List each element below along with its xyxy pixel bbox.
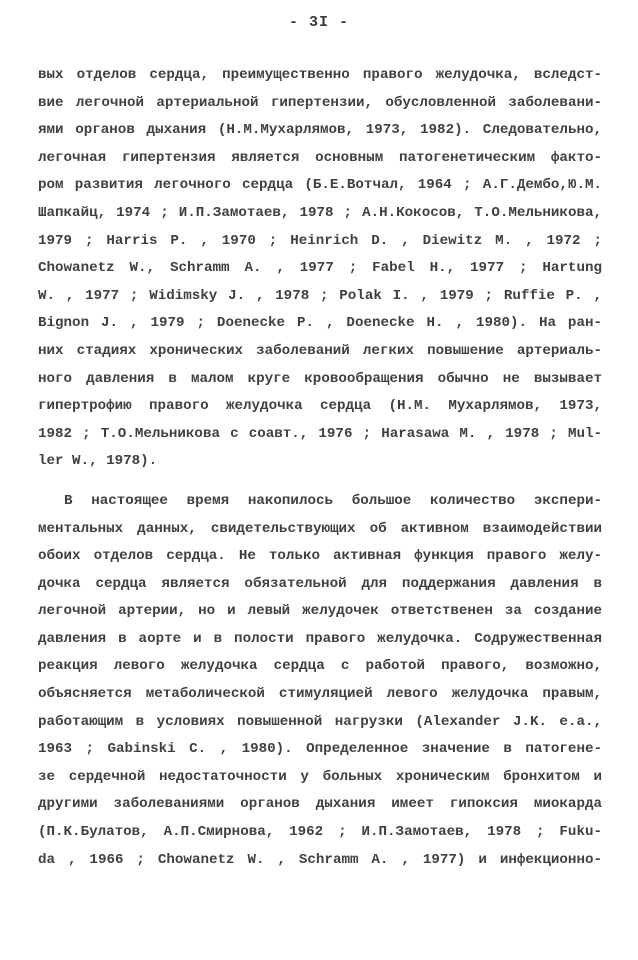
- text-line: ler W., 1978).: [38, 453, 158, 470]
- paragraph: [38, 488, 602, 874]
- text-line: дочка сердца является обязательной для поддержания давления в: [38, 575, 602, 592]
- page-number: - 3I -: [288, 14, 349, 31]
- text-line: ного давления в малом круге кровообращения обычно не вызывает: [38, 370, 602, 387]
- text-line: легочной артерии, но и левый желудочек ответственен за создание: [38, 603, 602, 620]
- text-line: ментальных данных, свидетельствующих об активном взаимодействии: [38, 520, 602, 537]
- text-line: Шапкайц, 1974 ; И.П.Замотаев, 1978 ; А.Н.Кокосов, Т.О.Мельникова,: [38, 204, 602, 221]
- text-line: 1982 ; Т.О.Мельникова с соавт., 1976 ; Harasawa M. , 1978 ; Mul-: [38, 425, 602, 442]
- text-line: давления в аорте и в полости правого желудочка. Содружественная: [38, 630, 602, 647]
- text-line: 1979 ; Harris P. , 1970 ; Heinrich D. , Diewitz M. , 1972 ;: [38, 232, 602, 249]
- text-line: зе сердечной недостаточности у больных хроническим бронхитом и: [38, 768, 602, 785]
- paragraph-gap: [38, 476, 602, 488]
- text-line: гипертрофию правого желудочка сердца (Н.М. Мухарлямов, 1973,: [38, 398, 602, 415]
- text-line: объясняется метаболической стимуляцией левого желудочка правым,: [38, 686, 602, 703]
- text-line: (П.К.Булатов, А.П.Смирнова, 1962 ; И.П.Замотаев, 1978 ; Fuku-: [38, 824, 602, 841]
- body-text: [38, 62, 602, 874]
- text-line: 1963 ; Gabinski C. , 1980). Определенное значение в патогене-: [38, 741, 602, 758]
- text-line: другими заболеваниями органов дыхания имеет гипоксия миокарда: [38, 796, 602, 813]
- text-line: реакция левого желудочка сердца с работой правого, возможно,: [38, 658, 602, 675]
- text-line: ром развития легочного сердца (Б.Е.Вотчал, 1964 ; А.Г.Дембо,Ю.М.: [38, 177, 602, 194]
- text-line: вие легочной артериальной гипертензии, обусловленной заболевани-: [38, 94, 602, 111]
- text-line: ями органов дыхания (Н.М.Мухарлямов, 1973, 1982). Следовательно,: [38, 122, 602, 139]
- text-line: Bignon J. , 1979 ; Doenecke P. , Doenecke H. , 1980). На ран-: [38, 315, 602, 332]
- text-line: обоих отделов сердца. Не только активная функция правого желу-: [38, 548, 602, 565]
- text-line: работающим в условиях повышенной нагрузки (Alexander J.K. e.a.,: [38, 713, 602, 730]
- text-line: da , 1966 ; Chowanetz W. , Schramm A. , 1977) и инфекционно-: [38, 851, 602, 868]
- text-line: легочная гипертензия является основным патогенетическим факто-: [38, 149, 602, 166]
- text-line: W. , 1977 ; Widimsky J. , 1978 ; Polak I. , 1979 ; Ruffie P. ,: [38, 287, 602, 304]
- text-line: В настоящее время накопилось большое количество экспери-: [64, 492, 602, 509]
- text-line: них стадиях хронических заболеваний легких повышение артериаль-: [38, 342, 602, 359]
- text-line: Chowanetz W., Schramm A. , 1977 ; Fabel H., 1977 ; Hartung: [38, 260, 602, 277]
- text-line: вых отделов сердца, преимущественно правого желудочка, вследст-: [38, 67, 602, 83]
- paragraph: [38, 62, 602, 476]
